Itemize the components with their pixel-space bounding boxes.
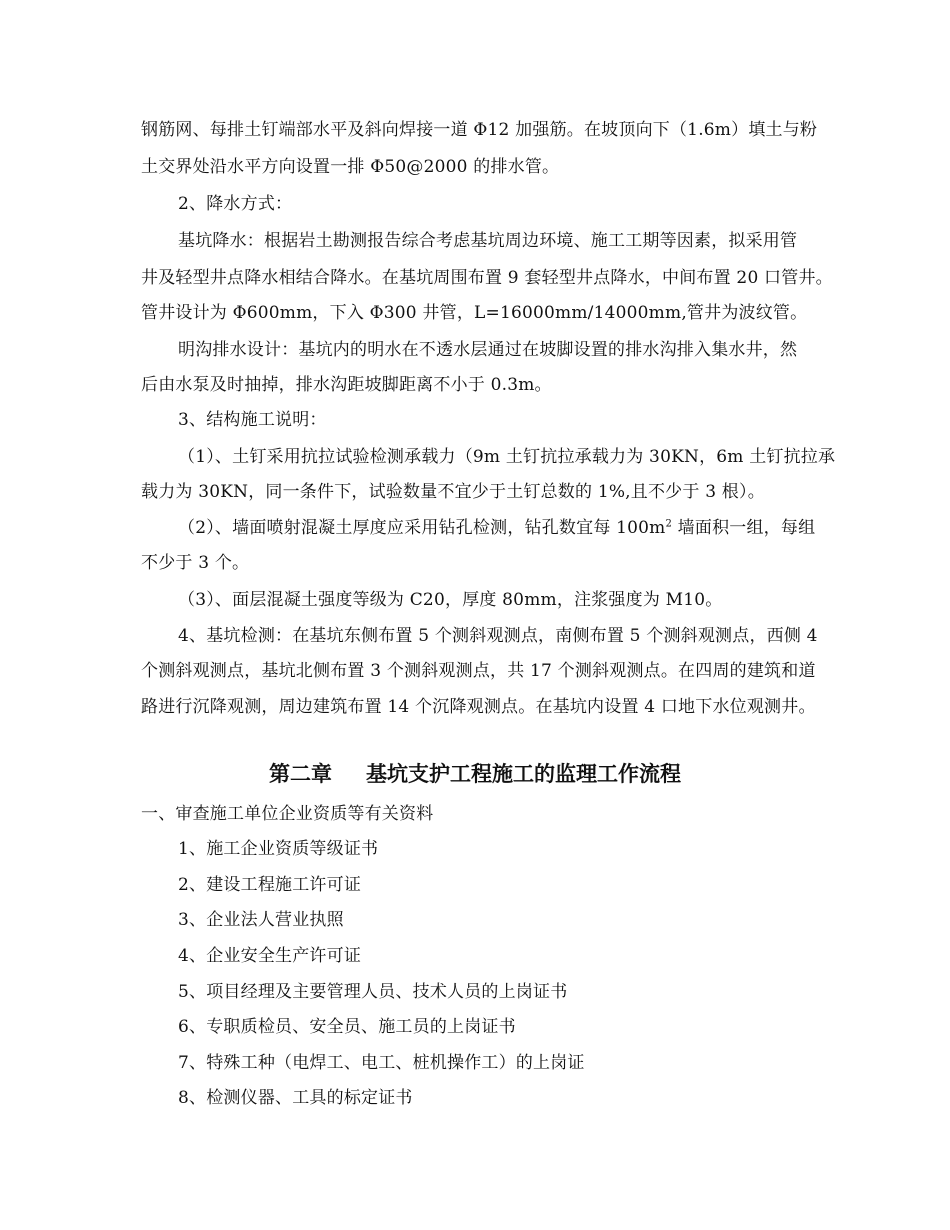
list-item: 7、特殊工种（电焊工、电工、桩机操作工）的上岗证 <box>178 1053 585 1073</box>
list-item: 8、检测仪器、工具的标定证书 <box>178 1088 413 1108</box>
paragraph-text: 墙面积一组，每组 <box>672 518 816 538</box>
superscript: 2 <box>665 518 673 530</box>
paragraph-line: 后由水泵及时抽掉，排水沟距坡脚距离不小于 0.3m。 <box>141 375 552 395</box>
list-item: 2、建设工程施工许可证 <box>178 875 362 895</box>
sub-heading: 3、结构施工说明： <box>178 410 327 430</box>
paragraph-line: 钢筋网、每排土钉端部水平及斜向焊接一道 Φ12 加强筋。在坡顶向下（1.6m）填土与粉 <box>141 120 818 140</box>
paragraph-line: 载力为 30KN，同一条件下，试验数量不宜少于土钉总数的 1%,且不少于 3 根）。 <box>141 482 765 502</box>
paragraph-line: 4、基坑检测：在基坑东侧布置 5 个测斜观测点，南侧布置 5 个测斜观测点，西侧 4 <box>178 626 818 646</box>
chapter-title <box>0 762 950 786</box>
paragraph-line: 基坑降水：根据岩土勘测报告综合考虑基坑周边环境、施工工期等因素，拟采用管 <box>178 231 798 251</box>
list-item: 5、项目经理及主要管理人员、技术人员的上岗证书 <box>178 982 568 1002</box>
list-item: 3、企业法人营业执照 <box>178 910 344 930</box>
list-item: 6、专职质检员、安全员、施工员的上岗证书 <box>178 1017 516 1037</box>
paragraph-line: （3）、面层混凝土强度等级为 C20，厚度 80mm，注浆强度为 M10。 <box>178 590 723 610</box>
sub-heading: 2、降水方式： <box>178 194 293 214</box>
paragraph-line: 管井设计为 Φ600mm，下入 Φ300 井管，L=16000mm/14000mm,管井为波纹管。 <box>141 303 808 323</box>
paragraph-line: 明沟排水设计：基坑内的明水在不透水层通过在坡脚设置的排水沟排入集水井，然 <box>178 340 798 360</box>
chapter-name: 基坑支护工程施工的监理工作流程 <box>366 762 681 786</box>
section-heading: 一、审查施工单位企业资质等有关资料 <box>141 804 434 824</box>
paragraph-line: 井及轻型井点降水相结合降水。在基坑周围布置 9 套轻型井点降水，中间布置 20 口管井。 <box>141 268 833 288</box>
paragraph-line <box>178 518 815 538</box>
list-item: 4、企业安全生产许可证 <box>178 946 362 966</box>
paragraph-line: 不少于 3 个。 <box>141 553 250 573</box>
list-item: 1、施工企业资质等级证书 <box>178 839 379 859</box>
paragraph-line: 路进行沉降观测，周边建筑布置 14 个沉降观测点。在基坑内设置 4 口地下水位观测井。 <box>141 697 816 717</box>
chapter-number: 第二章 <box>269 762 332 786</box>
paragraph-text: （2）、墙面喷射混凝土厚度应采用钻孔检测，钻孔数宜每 100m <box>178 518 666 538</box>
paragraph-line: （1）、土钉采用抗拉试验检测承载力（9m 土钉抗拉承载力为 30KN，6m 土钉抗拉承 <box>178 447 836 467</box>
paragraph-line: 个测斜观测点，基坑北侧布置 3 个测斜观测点，共 17 个测斜观测点。在四周的建筑和道 <box>141 661 816 681</box>
paragraph-line: 土交界处沿水平方向设置一排 Φ50@2000 的排水管。 <box>141 157 560 177</box>
